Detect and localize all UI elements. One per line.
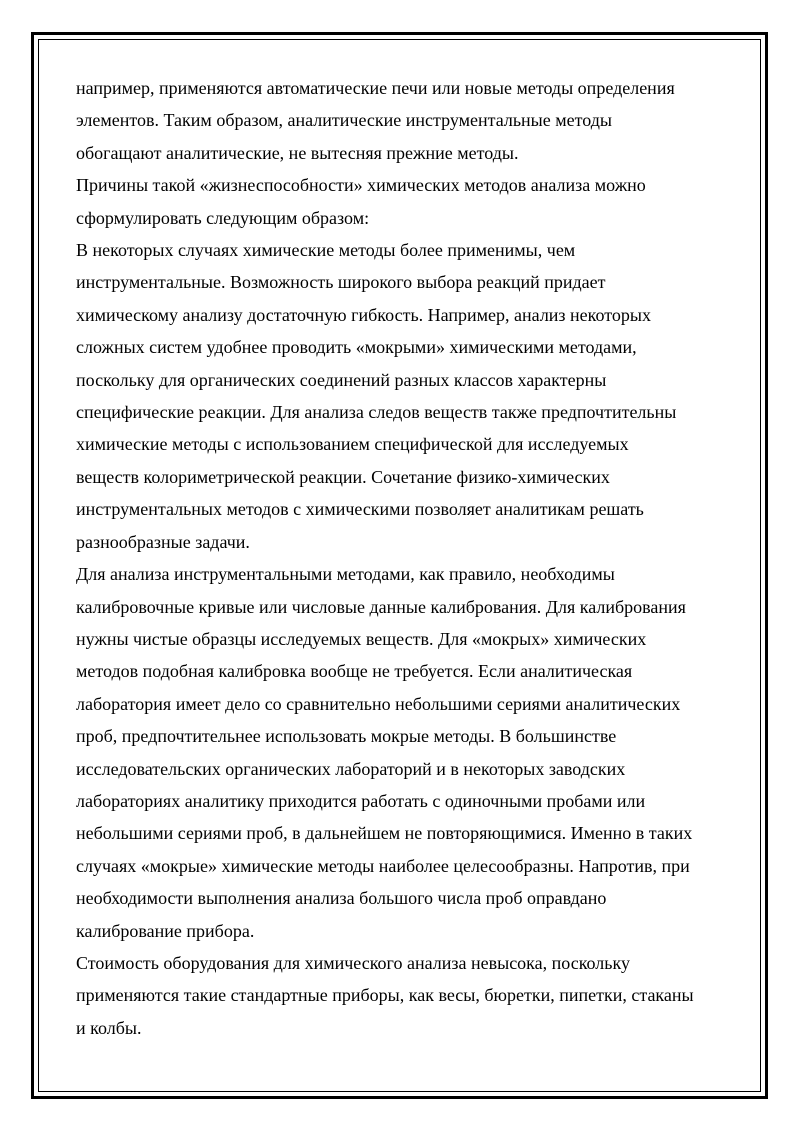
text-line: разнообразные задачи. [76, 531, 250, 552]
paragraph [76, 947, 726, 1044]
text-line: небольшими сериями проб, в дальнейшем не повторяющимися. Именно в таких [76, 823, 693, 844]
text-line: исследовательских органических лабораторий и в некоторых заводских [76, 758, 626, 779]
text-line: сформулировать следующим образом: [76, 207, 370, 228]
paragraph [76, 558, 726, 947]
text-line: калибровочные кривые или числовые данные калибрования. Для калибрования [76, 596, 686, 617]
text-line: обогащают аналитические, не вытесняя прежние методы. [76, 142, 519, 163]
paragraph [76, 169, 726, 234]
paragraph [76, 234, 726, 558]
paragraph [76, 72, 726, 169]
page-body-text [76, 72, 726, 1044]
text-line: элементов. Таким образом, аналитические инструментальные методы [76, 110, 613, 131]
text-line: Стоимость оборудования для химического анализа невысока, поскольку [76, 952, 630, 973]
text-line: случаях «мокрые» химические методы наиболее целесообразны. Напротив, при [76, 855, 690, 876]
text-line: поскольку для органических соединений разных классов характерны [76, 369, 607, 390]
text-line: сложных систем удобнее проводить «мокрыми» химическими методами, [76, 337, 637, 358]
text-line: например, применяются автоматические печи или новые методы определения [76, 78, 675, 98]
text-line: применяются такие стандартные приборы, как весы, бюретки, пипетки, стаканы [76, 985, 694, 1006]
text-line: веществ колориметрической реакции. Сочетание физико-химических [76, 466, 610, 487]
text-line: инструментальных методов с химическими позволяет аналитикам решать [76, 499, 644, 520]
text-line: необходимости выполнения анализа большого числа проб оправдано [76, 888, 607, 909]
text-line: нужны чистые образцы исследуемых веществ. Для «мокрых» химических [76, 628, 647, 649]
text-line: лабораториях аналитику приходится работать с одиночными пробами или [76, 790, 646, 811]
text-line: калибрование прибора. [76, 920, 255, 941]
text-line: проб, предпочтительнее использовать мокрые методы. В большинстве [76, 726, 617, 747]
text-line: и колбы. [76, 1017, 142, 1038]
text-line: химические методы с использованием специфической для исследуемых [76, 434, 629, 455]
text-line: Причины такой «жизнеспособности» химических методов анализа можно [76, 175, 646, 196]
text-line: В некоторых случаях химические методы более применимы, чем [76, 240, 576, 261]
text-line: Для анализа инструментальными методами, как правило, необходимы [76, 564, 615, 585]
text-line: инструментальные. Возможность широкого выбора реакций придает [76, 272, 606, 293]
text-line: специфические реакции. Для анализа следов веществ также предпочтительны [76, 402, 677, 423]
text-line: методов подобная калибровка вообще не требуется. Если аналитическая [76, 661, 633, 682]
text-line: лаборатория имеет дело со сравнительно небольшими сериями аналитических [76, 693, 681, 714]
text-line: химическому анализу достаточную гибкость. Например, анализ некоторых [76, 304, 651, 325]
